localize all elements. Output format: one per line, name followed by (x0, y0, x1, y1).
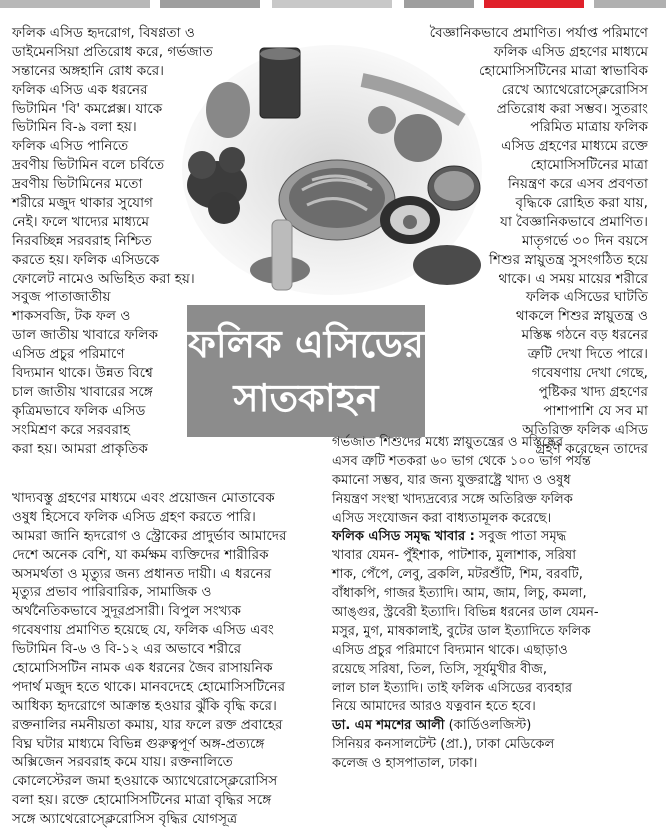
food-heading-line (332, 528, 599, 547)
text-line: ফলিক এসিড হৃদরোগ, বিষণ্ণতা ও (12, 25, 195, 41)
text-line: রক্তনালির নমনীয়তা কমায়, যার ফলে রক্ত প্রবাহের (12, 716, 283, 733)
text-line: মৃত্যুর প্রভাব পারিবারিক, সামাজিক ও (12, 584, 212, 601)
text-line: যা বৈজ্ঞানিকভাবে প্রমাণিত। (500, 213, 648, 230)
text-line: অর্থনৈতিকভাবে সুদূরপ্রসারী। বিপুল সংখ্যক (12, 603, 241, 620)
top-color-bar (0, 0, 666, 10)
text-line: রয়েছে সরিষা, তিল, তিসি, সূর্যমুখীর বীজ, (332, 661, 547, 677)
headline-line-1: ফলিক এসিডের (188, 322, 424, 366)
text-line: রেখে অ্যাথেরোস্ক্লেরোসিস (501, 81, 648, 98)
text-line: ডাইমেনসিয়া প্রতিরোধ করে, গর্ভজাত (12, 43, 213, 60)
bottom-left-column (12, 489, 286, 829)
author-line (332, 717, 599, 736)
text-line: বলা হয়। রক্তে হোমোসিসটিনের মাত্রা বৃদ্ধির সঙ্গে (12, 792, 272, 809)
text-line: ফলিক এসিডের ঘাটতি (525, 289, 648, 306)
text-line: করা হয়। আমরা প্রাকৃতিক (12, 440, 148, 457)
text-line: কোলেস্টেরল জমা হওয়াকে অ্যাথেরোস্ক্লেরোসিস (12, 773, 278, 790)
text-line: হোমোসিসটিনের মাত্রা (530, 157, 648, 174)
text-line: চাল জাতীয় খাবারের সঙ্গে (12, 383, 153, 400)
text-line: ভিটামিন বি-৬ ও বি-১২ এর অভাবে শরীরে (12, 641, 242, 658)
text-line: হোমোসিসটিন নামক এক ধরনের জৈব রাসায়নিক (12, 660, 273, 677)
text-line: ফলিক এসিড পানিতে (12, 138, 129, 155)
text-line: শরীরে মজুদ থাকার সুযোগ (12, 195, 153, 212)
text-line: বাঁধাকপি, গাজর ইত্যাদি। আম, জাম, লিচু, কমলা, (332, 586, 587, 602)
text-line: প্রতিরোধ করা সম্ভব। সুতরাং (496, 100, 648, 117)
text-line: লাল চাল ইত্যাদি। তাই ফলিক এসিডের ব্যবহার (332, 680, 573, 696)
text-line: পাশাপাশি যে সব মা (543, 402, 648, 419)
text-line: অক্সিজেন সরবরাহ কমে যায়। রক্তনালিতে (12, 754, 233, 771)
text-line: অতিরিক্ত ফলিক এসিড (522, 421, 648, 438)
text-line: বিঘ্ন ঘটার মাধ্যমে বিভিন্ন গুরুত্বপূর্ণ অঙ্গ-প্রত্যঙ্গে (12, 735, 265, 752)
text-line: আঙ্গুর, স্ট্রবেরী ইত্যাদি। বিভিন্ন ধরনের ডাল যেমন- (332, 605, 599, 621)
text-line: এসিড গ্রহণের মাধ্যমে রক্তে (501, 138, 648, 155)
text-line: এসিড প্রচুর পরিমাণে (12, 346, 125, 363)
text-line: থাকলে শিশুর স্নায়ুতন্ত্র ও (515, 308, 648, 325)
headline-box (187, 305, 425, 437)
top-bar-gray-1 (0, 0, 150, 8)
text-line: মাতৃগর্ভে ৩০ দিন বয়সে (522, 232, 648, 249)
right-column (430, 24, 648, 458)
text-line: পরিমিত মাত্রায় ফলিক (530, 119, 648, 136)
text-line: বৈজ্ঞানিকভাবে প্রমাণিত। পর্যাপ্ত পরিমাণে (429, 25, 648, 41)
text-line: গর্ভজাত শিশুদের মধ্যে স্নায়ুতন্ত্রের ও মস্তিষ্কের (332, 435, 564, 450)
text-line: বৃদ্ধিকে রোহিত করা যায়, (515, 195, 648, 212)
text-line: খাদ্যবস্তু গ্রহণের মাধ্যমে এবং প্রয়োজন মোতাবেক (12, 490, 275, 506)
text-line: নিয়ন্ত্রণ সংস্থা খাদ্যদ্রব্যের সঙ্গে অতিরিক্ত ফলিক (332, 491, 573, 507)
text-line: ভিটামিন 'বি' কমপ্লেক্স। যাকে (12, 100, 163, 117)
text-line: গ্রহণ করেছেন তাদের (535, 440, 648, 457)
text-line: মস্তিষ্ক গঠনে বড় ধরনের (521, 327, 648, 344)
top-bar-gray-3 (272, 0, 392, 8)
text-line: থাকে। এ সময় মায়ের শরীরে (498, 270, 648, 287)
top-bar-gray-5 (594, 0, 666, 8)
text-line: পুষ্টিকর খাদ্য গ্রহণের (538, 383, 648, 400)
author-title: (কার্ডিওলজিস্ট) (448, 718, 532, 734)
text-line: ভিটামিন বি-৯ বলা হয়। (12, 119, 137, 136)
food-heading: ফলিক এসিড সমৃদ্ধ খাবার : (332, 529, 475, 545)
top-bar-red (484, 0, 584, 8)
text-line: অসমর্থতা ও মৃত্যুর জন্য প্রধানত দায়ী। এ ধরনের (12, 565, 272, 582)
text-line: ফলিক এসিড এক ধরনের (12, 81, 148, 98)
text-line: বিদ্যমান থাকে। উন্নত বিশ্বে (12, 365, 153, 382)
text-line: আমরা জানি হৃদরোগ ও স্ট্রোকের প্রাদুর্ভাব আমাদের (12, 527, 287, 544)
author-name: ডা. এম শমশের আলী (332, 718, 445, 734)
text-line: সন্তানের অঙ্গহানি রোধ করে। (12, 62, 165, 79)
text-line: খাবার যেমন- পুঁইশাক, পাটশাক, মুলাশাক, সরিষা (332, 548, 576, 564)
bottom-right-column (332, 434, 599, 774)
text-line: ফোলেট নামেও অভিহিত করা হয়। (12, 270, 195, 287)
top-bar-gray-2 (160, 0, 260, 8)
text-line: ত্রুটি দেখা দিতে পারে। (527, 346, 648, 363)
text-line: দ্রবণীয় ভিটামিনের মতো (12, 176, 143, 193)
text-line: নিয়ে আমাদের আরও যত্নবান হতে হবে। (332, 699, 536, 715)
text-line: শিশুর স্নায়ুতন্ত্র সুসংগঠিত হয়ে (489, 251, 648, 268)
text-line: মসুর, মুগ, মাষকালাই, বুটের ডাল ইত্যাদিতে ফলিক (332, 623, 591, 639)
text-line: এসব ত্রুটি শতকরা ৬০ ভাগ থেকে ১০০ ভাগ পর্যন্ত (332, 453, 591, 469)
text-line: আধিক্য হৃদরোগে আক্রান্ত হওয়ার ঝুঁকি বৃদ্ধি করে। (12, 697, 277, 714)
text-line: পদার্থ মজুদ হতে থাকে। মানবদেহে হোমোসিসটিনের (12, 678, 286, 695)
text-line: নিয়ন্ত্রণ করে এসব প্রবণতা (507, 176, 648, 193)
top-bar-gray-4 (404, 0, 474, 8)
text-line: করতে হয়। ফলিক এসিডকে (12, 251, 160, 268)
text-line: কমানো সম্ভব, যার জন্য যুক্তরাষ্ট্রে খাদ্য ও ওষুধ (332, 472, 571, 488)
text-line: গবেষণায় প্রমাণিত হয়েছে যে, ফলিক এসিড এবং (12, 622, 274, 639)
text-line: গবেষণায় দেখা গেছে, (531, 365, 648, 382)
text-line: দ্রবণীয় ভিটামিন বলে চর্বিতে (12, 157, 165, 174)
text-line: দেশে অনেক বেশি, যা কর্মক্ষম ব্যক্তিদের শারীরিক (12, 546, 269, 563)
text-line: শাক, পেঁপে, লেবু, ব্রকলি, মটরশুঁটি, শিম, বরবটি, (332, 567, 583, 583)
text-line: হোমোসিসটিনের মাত্রা স্বাভাবিক (478, 62, 648, 79)
text-line: এসিড প্রচুর পরিমাণে বিদ্যমান থাকে। এছাড়াও (332, 642, 568, 658)
text-line: ফলিক এসিড গ্রহণের মাধ্যমে (493, 43, 648, 60)
text-line: সিনিয়র কনসালটেন্ট (প্রা.), ঢাকা মেডিকেল (332, 737, 555, 753)
text-line: ওষুধ হিসেবে ফলিক এসিড গ্রহণ করতে পারি। (12, 508, 256, 525)
left-column (12, 24, 213, 458)
headline-line-2: সাতকাহন (233, 376, 379, 420)
text-line: ডাল জাতীয় খাবারে ফলিক (12, 327, 159, 344)
text-line: কৃত্রিমভাবে ফলিক এসিড (12, 402, 146, 419)
text-line: সবুজ পাতাজাতীয় (12, 289, 111, 306)
food-first-text: সবুজ পাতা সমৃদ্ধ (479, 529, 567, 545)
text-line: সংমিশ্রণ করে সরবরাহ (12, 421, 131, 438)
text-line: সঙ্গে অ্যাথেরোস্ক্লেরোসিস বৃদ্ধির যোগসূত্র (12, 811, 238, 828)
text-line: নিরবচ্ছিন্ন সরবরাহ নিশ্চিত (12, 232, 152, 249)
text-line: এসিড সংযোজন করা বাধ্যতামূলক করেছে। (332, 510, 552, 526)
text-line: নেই। ফলে খাদ্যের মাধ্যমে (12, 213, 150, 230)
text-line: শাকসবজি, টক ফল ও (12, 308, 131, 325)
text-line: কলেজ ও হাসপাতাল, ঢাকা। (332, 756, 478, 772)
